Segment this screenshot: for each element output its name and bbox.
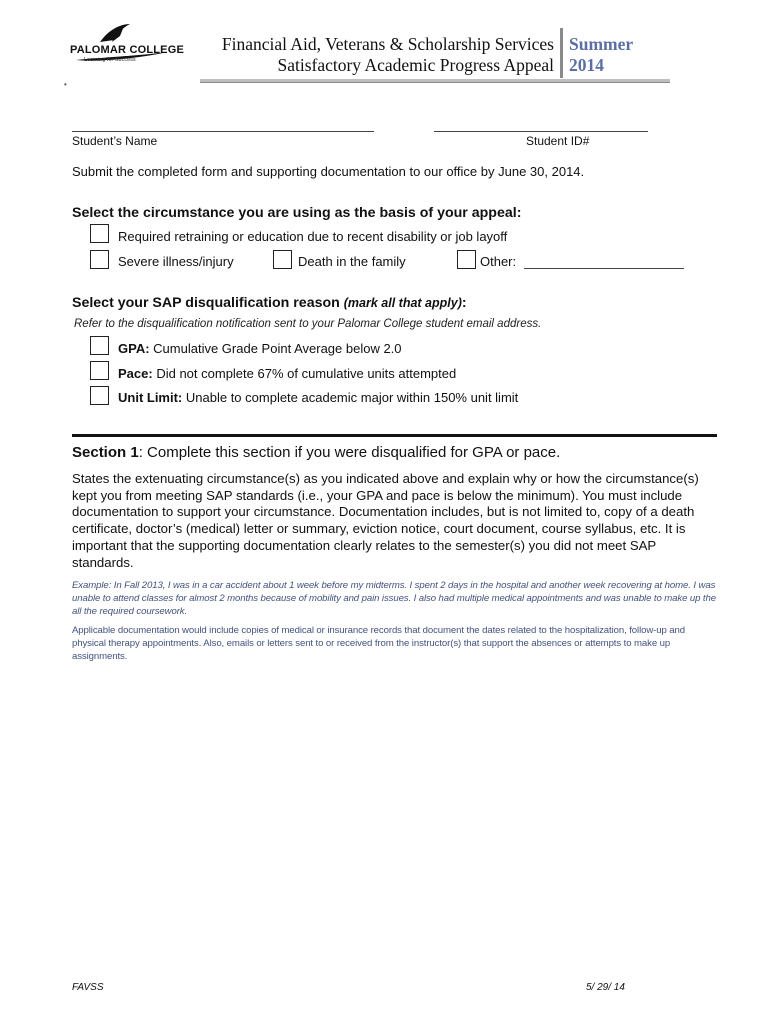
submit-instructions: Submit the completed form and supporting documentation to our office by June 30, 2014. (72, 164, 585, 179)
form-title-line1: Financial Aid, Veterans & Scholarship Services (221, 34, 554, 54)
option-unit-limit-text: Unable to complete academic major within 150% unit limit (185, 390, 519, 405)
option-unit-limit (118, 390, 518, 405)
checkbox-illness[interactable] (90, 250, 109, 269)
section1-instructions: States the extenuating circumstance(s) as you indicated above and explain why or how the circumstance(s) kept you from meeting SAP standards (i.e., your GPA and pace is below the minimum). You must include documentation to support your circumstance. Documentation includes, but is not limited to, copy of a death certificate, doctor’s (medical) letter or summary, eviction notice, court document, course syllabus, etc. It is important that the supporting documentation clearly relates to the semester(s) you did not meet SAP standards. (72, 471, 699, 570)
form-title-line2: Satisfactory Academic Progress Appeal (277, 55, 554, 75)
checkbox-other[interactable] (457, 250, 476, 269)
section1-title-bold: Section 1 (72, 444, 139, 461)
disqualification-heading-text: Select your SAP disqualification reason (72, 295, 340, 311)
disqualification-heading-note: (mark all that apply) (343, 296, 462, 310)
refer-note: Refer to the disqualification notification sent to your Palomar College student email address. (74, 318, 542, 330)
option-death-label: Death in the family (298, 254, 406, 269)
option-gpa-label: GPA: (118, 341, 150, 356)
section1-title (72, 444, 560, 461)
student-name-label: Student’s Name (72, 134, 158, 148)
checkbox-gpa[interactable] (90, 336, 109, 355)
header-divider (560, 28, 563, 78)
footer-date: 5/ 29/ 14 (586, 982, 625, 993)
form-term (569, 34, 633, 76)
section1-example: Example: In Fall 2013, I was in a car accident about 1 week before my midterms. I spent 2 days in the hospital and another week recovering at home. I was unable to attend classes for almost 2 months because of mobility and pain issues. I also had multiple medical appointments and was unable to make up the all the required coursework. (72, 580, 716, 618)
option-pace-text: Did not complete 67% of cumulative units attempted (156, 366, 457, 381)
section-divider (72, 434, 717, 437)
section1-title-rest: : Complete this section if you were disqualified for GPA or pace. (138, 444, 561, 461)
form-term-year: 2014 (569, 55, 604, 75)
logo-mark-dot: • (64, 80, 67, 89)
option-pace (118, 366, 456, 381)
option-pace-label: Pace: (118, 366, 153, 381)
student-id-field[interactable] (434, 131, 648, 132)
circumstance-heading: Select the circumstance you are using as the basis of your appeal: (72, 205, 522, 221)
other-text-field[interactable] (524, 268, 684, 269)
logo-name: PALOMAR COLLEGE (70, 44, 185, 56)
student-id-label: Student ID# (526, 134, 590, 148)
form-title (222, 34, 554, 76)
logo-tagline: Learning for Success (84, 57, 136, 63)
checkbox-retraining[interactable] (90, 224, 109, 243)
option-illness-label: Severe illness/injury (118, 254, 234, 269)
section1-documentation-note: Applicable documentation would include copies of medical or insurance records that document the dates related to the hospitalization, follow-up and physical therapy appointments. Also, emails or letters sent to or received from the instructor(s) that support the absences or attempts to make up assignments. (72, 625, 686, 663)
footer-office-code: FAVSS (72, 982, 104, 993)
student-name-field[interactable] (72, 131, 374, 132)
checkbox-pace[interactable] (90, 361, 109, 380)
option-gpa-text: Cumulative Grade Point Average below 2.0 (153, 341, 402, 356)
form-term-season: Summer (569, 34, 634, 54)
disqualification-heading-suffix: : (461, 295, 467, 311)
option-retraining-label: Required retraining or education due to recent disability or job layoff (118, 229, 508, 244)
checkbox-unit-limit[interactable] (90, 386, 109, 405)
option-gpa (118, 341, 402, 356)
header-rule (200, 79, 670, 83)
option-other-label: Other: (480, 254, 517, 269)
disqualification-heading (72, 295, 467, 311)
option-unit-limit-label: Unit Limit: (118, 390, 183, 405)
checkbox-death-in-family[interactable] (273, 250, 292, 269)
